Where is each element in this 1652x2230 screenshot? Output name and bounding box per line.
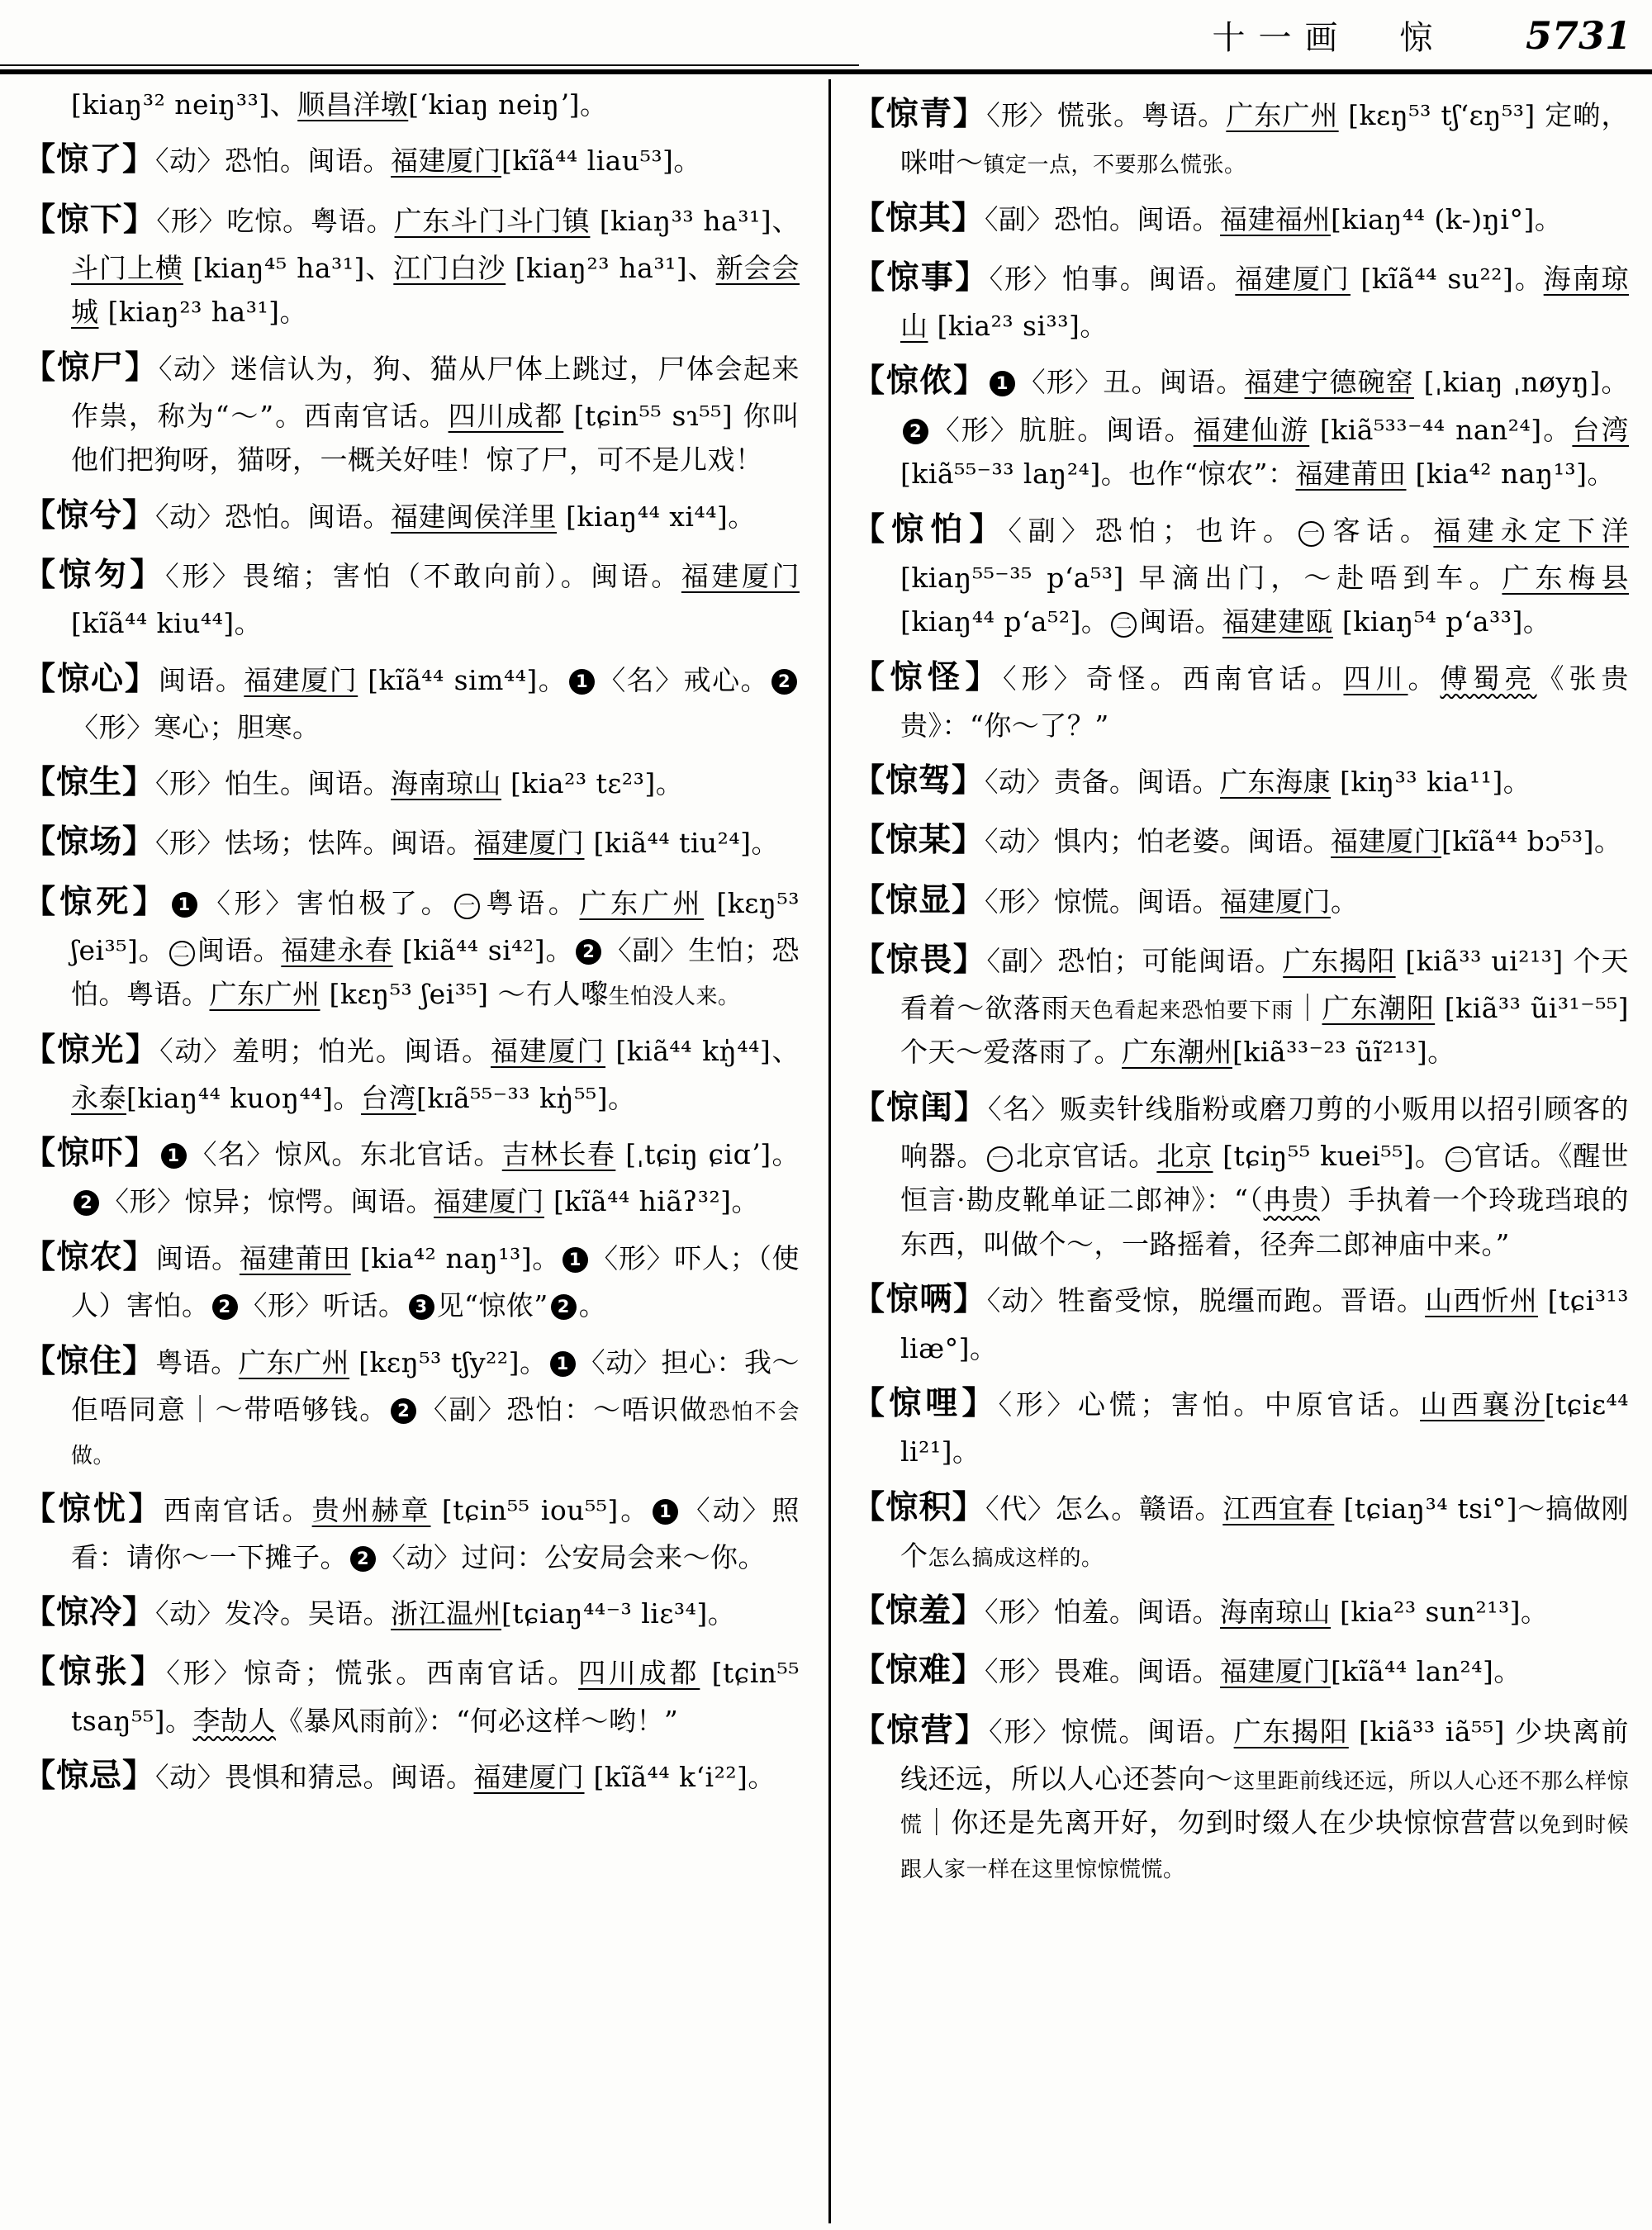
segment: 江西宜春 [1222,1492,1335,1525]
segment: 〈形〉慌张。粤语。 [986,99,1227,131]
segment: 〈名〉惊风。东北官话。 [188,1138,502,1171]
headword: 【惊冷】 [23,1593,156,1632]
segment: [kiã⁴⁴ tiu²⁴]。 [584,827,779,860]
segment: 〈动〉照看：请你～一下摊子。 [71,1493,800,1573]
segment: 广东潮州 [1122,1036,1232,1069]
headword: 【惊显】 [852,880,985,919]
entry-惊青 [852,88,1629,185]
headword: 【惊匇】 [23,555,166,594]
segment: 天色看起来恐怕要下雨 [1069,998,1294,1023]
sense-number-icon: 二 [1111,612,1137,638]
segment: [kĩã⁴⁴ hiãʔ³²]。 [544,1185,760,1218]
segment: [kiaŋ³³ ha³¹]、 [590,204,800,237]
segment: 〈代〉怎么。赣语。 [985,1492,1223,1525]
segment: 〈形〉怯场；怯阵。闽语。 [155,827,474,860]
headword: 【惊怕】 [852,510,1009,548]
segment: 〈形〉惊慌。闽语。 [989,1715,1234,1748]
headword: 【惊难】 [852,1651,985,1690]
segment: [tɕiɛ⁴⁴ li²¹]。 [900,1388,1629,1468]
segment: 广东广州 [579,886,705,919]
headword: 【惊青】 [852,95,987,133]
segment: 〈形〉惊奇；慌张。西南官话。 [166,1657,579,1690]
entry-惊心 [23,653,800,750]
entry-惊唡 [852,1274,1629,1370]
entry-惊张 [23,1646,800,1743]
segment: 以免到时候跟人家一样在这里惊惊慌慌。 [900,1813,1629,1882]
segment: 广东海康 [1220,766,1332,799]
segment: [tɕiaŋ⁴⁴⁻³ liɛ³⁴]。 [501,1597,736,1630]
sense-number-icon: 2 [903,419,928,444]
segment: 《暴风雨前》：“何必这样～哟！” [275,1704,679,1737]
segment: 四川成都 [578,1657,700,1690]
segment: [kiã⁴⁴ si⁴²]。 [392,933,574,966]
headword: 【惊张】 [23,1653,167,1691]
segment: 福建厦门 [391,145,502,178]
entry-惊侬 [852,355,1629,496]
segment: [kiaŋ⁴⁴ kuoŋ⁴⁴]。 [126,1081,362,1114]
segment: 台湾 [361,1081,417,1114]
segment: 〈副〉恐怕：～唔识做 [419,1393,709,1426]
segment: [kɛŋ⁵³ ʃei³⁵]。 [71,886,800,966]
sense-number-icon: 1 [569,669,595,695]
segment: [kiaŋ⁵⁵⁻³⁵ pʻa⁵³] 早滴出门，～赴唔到车。 [900,561,1502,594]
entry-惊兮 [23,490,800,542]
entry-惊其 [852,192,1629,244]
header-rule-thin [0,64,859,66]
segment: 〈副〉恐怕；可能闽语。 [986,944,1284,977]
segment: 〈形〉怕生。闽语。 [155,767,392,800]
headword: 【惊住】 [23,1341,156,1380]
headword: 【惊下】 [23,200,157,239]
entry-惊死 [23,876,800,1017]
segment: 台湾 [1572,413,1630,446]
segment: 〈动〉发冷。吴语。 [155,1597,392,1630]
sense-number-icon: 1 [653,1499,678,1525]
segment: 〈形〉听话。 [240,1289,406,1322]
segment: 广东广州 [238,1345,350,1378]
segment: 〈名〉贩卖针线脂粉或磨刀剪的小贩用以招引顾客的响器。 [900,1092,1629,1172]
column-right [852,81,1629,1896]
entry-惊驾 [852,755,1629,807]
segment: 见“惊侬” [436,1289,548,1322]
headword: 【惊其】 [852,198,985,237]
segment: [kiaŋ⁴⁴ pʻa⁵²]。 [900,605,1109,638]
segment: 广东广州 [1226,99,1339,131]
segment: 江门白沙 [393,251,506,284]
segment: 北京官话。 [1015,1139,1157,1172]
sense-number-icon: 一 [454,894,480,919]
segment: 〈动〉畏惧和猜忌。闽语。 [155,1761,474,1793]
entry-惊怕 [852,504,1629,644]
segment: [kia²³ tɛ²³]。 [501,767,684,800]
segment: [kiã⁵⁵⁻³³ laŋ²⁴]。也作“惊农”： [900,458,1296,491]
segment: 粤语。 [155,1345,239,1378]
sense-number-icon: 1 [172,892,197,918]
segment: 〈副〉恐怕。闽语。 [985,202,1221,235]
entry-惊畏 [852,934,1629,1075]
segment: 〈名〉戒心。 [597,663,770,696]
headword: 【惊吓】 [23,1134,159,1173]
segment: 。 [578,1289,607,1322]
headword: 【惊积】 [852,1487,986,1526]
sense-number-icon: 二 [1446,1146,1471,1172]
segment: 海南琼山 [391,767,502,800]
segment: 福建厦门 [244,663,358,696]
segment: 〈形〉吓人；（使人）害怕。 [71,1241,800,1322]
segment: 贵州赫章 [311,1493,431,1526]
segment: [tɕiaŋ³⁴ tsi°]～搞做刚个 [900,1492,1629,1572]
continued-entry [23,83,800,126]
segment: 恐怕不会做。 [71,1399,800,1469]
segment: 斗门上横 [71,251,183,284]
segment: 福建莆田 [239,1241,351,1274]
segment: 海南琼山 [1220,1596,1332,1629]
segment: 〈副〉生怕；恐怕。粤语。 [71,933,800,1011]
headword: 【惊忌】 [23,1757,156,1795]
segment: 〈形〉肮脏。闽语。 [931,413,1194,446]
segment: [kia²³ sun²¹³]。 [1331,1596,1549,1629]
segment: 〈形〉惊慌。闽语。 [985,885,1221,918]
segment: 怎么搞成这样的。 [928,1545,1104,1571]
sense-number-icon: 2 [551,1294,577,1320]
segment: 粤语。 [482,886,580,919]
entry-惊积 [852,1482,1629,1578]
segment: 生怕没人来。 [608,985,740,1010]
segment: [kiã³³ ui²¹³] 个天看着～欲落雨 [900,944,1629,1024]
headword: 【惊生】 [23,763,156,802]
segment: 〈动〉恐怕。闽语。 [155,145,392,178]
segment: 福建闽侯洋里 [391,500,558,533]
segment: 〈动〉责备。闽语。 [985,766,1221,799]
segment: [ʻkiaŋ neiŋʼ]。 [408,88,608,121]
headword: 【惊羞】 [852,1592,985,1630]
entry-惊羞 [852,1585,1629,1637]
segment: [tɕin⁵⁵ tsaŋ⁵⁵]。 [71,1657,800,1737]
segment: 镇定一点，不要那么慌张。 [983,153,1246,178]
segment: [tɕi³¹³ liæ°]。 [900,1284,1630,1364]
segment: 〈形〉奇怪。西南官话。 [1003,662,1344,695]
segment: [kĩã⁴⁴ bɔ⁵³]。 [1441,825,1622,858]
segment: 福建永春 [281,933,393,966]
sense-number-icon: 2 [74,1190,99,1216]
sense-number-icon: 2 [771,669,797,695]
headword: 【惊死】 [23,882,169,921]
headword: 【惊忧】 [23,1489,164,1528]
segment: 福建厦门 [1235,262,1351,295]
segment: ｜你还是先离开好，勿到时缀人在少块惊惊营营 [923,1806,1517,1839]
segment: 福建厦门 [1220,1655,1332,1688]
segment: [kia⁴² naŋ¹³]。 [1406,458,1616,491]
segment: 山西忻州 [1425,1284,1538,1317]
segment: 福建厦门 [473,827,585,860]
headword: 【惊光】 [23,1030,160,1069]
headword: 【惊唡】 [852,1280,987,1319]
sense-number-icon: 二 [169,941,195,966]
entry-惊某 [852,814,1629,866]
headword: 【惊农】 [23,1237,156,1276]
sense-number-icon: 一 [1298,521,1324,547]
segment: [kiaŋ²³ ha³¹]。 [98,296,308,329]
segment: 广东揭阳 [1233,1715,1349,1748]
entry-惊匇 [23,549,800,646]
segment: 闽语。 [197,933,282,966]
segment: 〈形〉怕事。闽语。 [989,262,1236,295]
segment: 李劼人 [192,1704,276,1737]
segment: ）手执着一个玲珑珰琅的东西，叫做个～，一路摇着，径奔二郎神庙中来。” [900,1184,1630,1260]
entry-惊怪 [852,652,1629,748]
segment: 福建福州 [1220,202,1332,235]
segment: 新会会城 [71,251,800,329]
entry-惊生 [23,757,800,809]
segment: 〈形〉害怕极了。 [199,886,453,919]
text-columns [23,81,1629,1896]
segment: 《张贵贵》：“你～了？” [900,662,1629,742]
segment: 广东斗门斗门镇 [394,204,591,237]
segment: 〈副〉恐怕；也许。 [1008,514,1297,547]
sense-number-icon: 1 [563,1247,588,1273]
segment: [kiã³³ iã⁵⁵] 少块离前线还远，所以人心还荟向～ [900,1715,1630,1795]
segment: 广东梅县 [1502,561,1629,594]
segment: 广东揭阳 [1283,944,1396,977]
segment: 〈动〉迷信认为，狗、猫从尸体上跳过，尸体会起来作祟，称为“～”。西南官话。 [71,352,800,432]
sense-number-icon: 1 [161,1143,187,1169]
segment: 福建永定下洋 [1433,514,1630,547]
segment: 傅蜀亮 [1440,662,1537,695]
header-rule [0,69,1652,74]
segment: [kĩã⁴⁴ su²²]。 [1350,262,1544,295]
segment: 福建厦门 [434,1185,544,1218]
segment: [kɪã⁵⁵⁻³³ kŋ̍⁵⁵]。 [416,1081,636,1114]
segment: [kiã⁴⁴ kŋ̍⁴⁴]、 [605,1034,800,1067]
segment: [kia²³ si³³]。 [928,309,1108,342]
segment: 。 [1331,885,1359,918]
segment: [kiã⁵³³⁻⁴⁴ nan²⁴]。 [1309,413,1573,446]
segment: 广东潮阳 [1322,991,1436,1024]
segment: [kiaŋ⁵⁴ pʻa³³]。 [1332,605,1551,638]
headword: 【惊营】 [852,1710,990,1749]
segment: [kiaŋ⁴⁴ xi⁴⁴]。 [557,500,756,533]
headword: 【惊哩】 [852,1383,999,1422]
segment: [kia⁴² naŋ¹³]。 [350,1241,560,1274]
headword: 【惊怪】 [852,657,1003,696]
segment: 山西襄汾 [1420,1388,1545,1421]
segment: 吉林长春 [501,1138,616,1171]
segment: 〈动〉羞明；怕光。闽语。 [159,1034,491,1067]
segment: [kĩã⁴⁴ liau⁵³]。 [501,145,701,178]
segment: 〈动〉过问：公安局会来～你。 [378,1540,766,1573]
stroke-section-label: 十一画 [1212,19,1351,57]
segment: [kiã³³⁻²³ ũĩ²¹³]。 [1232,1036,1455,1069]
segment: [ˌtɕiŋ ɕiɑʼ]。 [615,1138,800,1171]
segment: [kiaŋ²³ ha³¹]、 [506,251,716,284]
entry-惊哩 [852,1378,1629,1474]
sense-number-icon: 2 [391,1398,416,1424]
segment: [tɕin⁵⁵ sɿ⁵⁵] 你叫他们把狗呀，猫呀，一概关好哇！惊了尸，可不是儿戏！ [71,399,800,477]
segment: [kɛŋ⁵³ tʃʻɛŋ⁵³] 定啲，咪咁～ [900,99,1629,179]
segment: 〈动〉担心：我～佢唔同意｜～带唔够钱。 [71,1345,800,1426]
segment: [tɕin⁵⁵ iou⁵⁵]。 [430,1493,651,1526]
segment: 福建厦门 [490,1034,606,1067]
segment: 〈形〉心慌；害怕。中原官话。 [998,1388,1421,1421]
segment: 西南官话。 [163,1493,312,1526]
headword: 【惊兮】 [23,496,156,534]
segment: 浙江温州 [391,1597,502,1630]
entry-惊住 [23,1336,800,1476]
segment: 〈形〉畏缩；害怕（不敢向前）。闽语。 [165,559,681,592]
segment: 福建仙游 [1193,413,1310,446]
segment: 四川 [1343,662,1408,695]
entry-惊了 [23,134,800,186]
headword: 【惊了】 [23,140,156,179]
segment: [tɕiŋ⁵⁵ kuei⁵⁵]。 [1213,1139,1443,1172]
entry-惊忧 [23,1483,800,1580]
segment: 海南琼山 [900,262,1629,342]
entry-惊事 [852,252,1629,349]
section-character: 惊 [1399,19,1433,57]
segment: 冉贵 [1263,1184,1320,1217]
headword: 【惊驾】 [852,762,985,800]
segment: 福建厦门 [1331,825,1442,858]
segment: 福建宁德碗窑 [1244,366,1414,399]
sense-number-icon: 1 [550,1351,576,1377]
segment: [kiŋ³³ kia¹¹]。 [1331,766,1531,799]
segment: 福建建瓯 [1222,605,1333,638]
segment: 广东广州 [209,978,320,1011]
segment: [kĩã⁴⁴ lan²⁴]。 [1331,1655,1521,1688]
entry-惊尸 [23,342,800,482]
segment: [kĩã⁴⁴ sim⁴⁴]。 [358,663,567,696]
segment: [kɛŋ⁵³ ʃei³⁵] ～冇人嚟 [320,978,609,1011]
headword: 【惊尸】 [23,348,159,387]
entry-惊忌 [23,1750,800,1802]
entry-惊闺 [852,1082,1629,1267]
segment: [ˌkiaŋ ˌnøyŋ]。 [1413,366,1630,399]
segment: 北京 [1156,1139,1213,1172]
segment: 〈动〉恐怕。闽语。 [155,500,392,533]
segment: 闽语。 [155,1241,240,1274]
page-header [0,12,1631,59]
entry-惊农 [23,1231,800,1328]
headword: 【惊某】 [852,821,985,860]
sense-number-icon: 2 [212,1294,238,1320]
segment: ｜ [1294,991,1322,1024]
segment: 福建莆田 [1295,458,1407,491]
entry-惊场 [23,816,800,868]
segment: 闽语。 [1139,605,1222,638]
segment: [kiaŋ³² neiŋ³³]、 [71,88,298,121]
headword: 【惊心】 [23,659,159,698]
segment: 福建厦门 [1220,885,1332,918]
page-number: 5731 [1525,13,1631,58]
segment: [kɛŋ⁵³ tʃy²²]。 [349,1345,548,1378]
sense-number-icon: 1 [990,371,1015,396]
sense-number-icon: 3 [409,1294,434,1320]
sense-number-icon: 一 [987,1146,1013,1172]
sense-number-icon: 2 [350,1546,376,1572]
segment: [kĩã⁴⁴ kʻi²²]。 [584,1761,776,1793]
entry-惊冷 [23,1587,800,1639]
segment: 官话。《醒世恒言·勘皮靴单证二郎神》：“（ [900,1139,1629,1217]
segment: 客话。 [1327,514,1434,547]
entry-惊难 [852,1644,1629,1696]
segment: 〈形〉怕羞。闽语。 [985,1596,1221,1629]
segment: 永泰 [71,1081,126,1114]
entry-惊光 [23,1024,800,1121]
segment: 〈形〉寒心；胆寒。 [71,710,320,743]
segment: 闽语。 [158,663,244,696]
entry-惊营 [852,1705,1629,1890]
segment: [kiã³³ ũi³¹⁻⁵⁵] 个天～爱落雨了。 [900,991,1630,1069]
segment: 这里距前线还远，所以人心还不那么样惊慌 [900,1768,1630,1839]
headword: 【惊场】 [23,823,156,861]
segment: 〈形〉丑。闽语。 [1017,366,1245,399]
segment: 。 [1408,662,1441,695]
segment: 〈形〉吃惊。粤语。 [156,204,395,237]
segment: 〈形〉惊异；惊愕。闽语。 [102,1185,434,1218]
column-left [23,81,800,1896]
segment: 〈动〉牲畜受惊，脱缰而跑。晋语。 [986,1284,1426,1317]
entry-惊显 [852,875,1629,927]
segment: [kiaŋ⁴⁴ (k-)ŋi°]。 [1331,202,1563,235]
segment: 四川成都 [448,399,564,432]
headword: 【惊侬】 [852,362,987,401]
sense-number-icon: 2 [576,939,601,965]
headword: 【惊闺】 [852,1088,988,1127]
segment: 福建厦门 [681,559,800,592]
entry-惊吓 [23,1127,800,1224]
segment: 〈形〉畏难。闽语。 [985,1655,1221,1688]
headword: 【惊畏】 [852,940,987,979]
segment: 顺昌洋墩 [297,88,409,121]
headword: 【惊事】 [852,258,990,297]
segment: 福建厦门 [473,1761,585,1793]
segment: [kiaŋ⁴⁵ ha³¹]、 [183,251,394,284]
segment: 〈动〉惧内；怕老婆。闽语。 [985,825,1332,858]
segment: [kĩã⁴⁴ kiu⁴⁴]。 [71,607,263,640]
entry-惊下 [23,194,800,334]
